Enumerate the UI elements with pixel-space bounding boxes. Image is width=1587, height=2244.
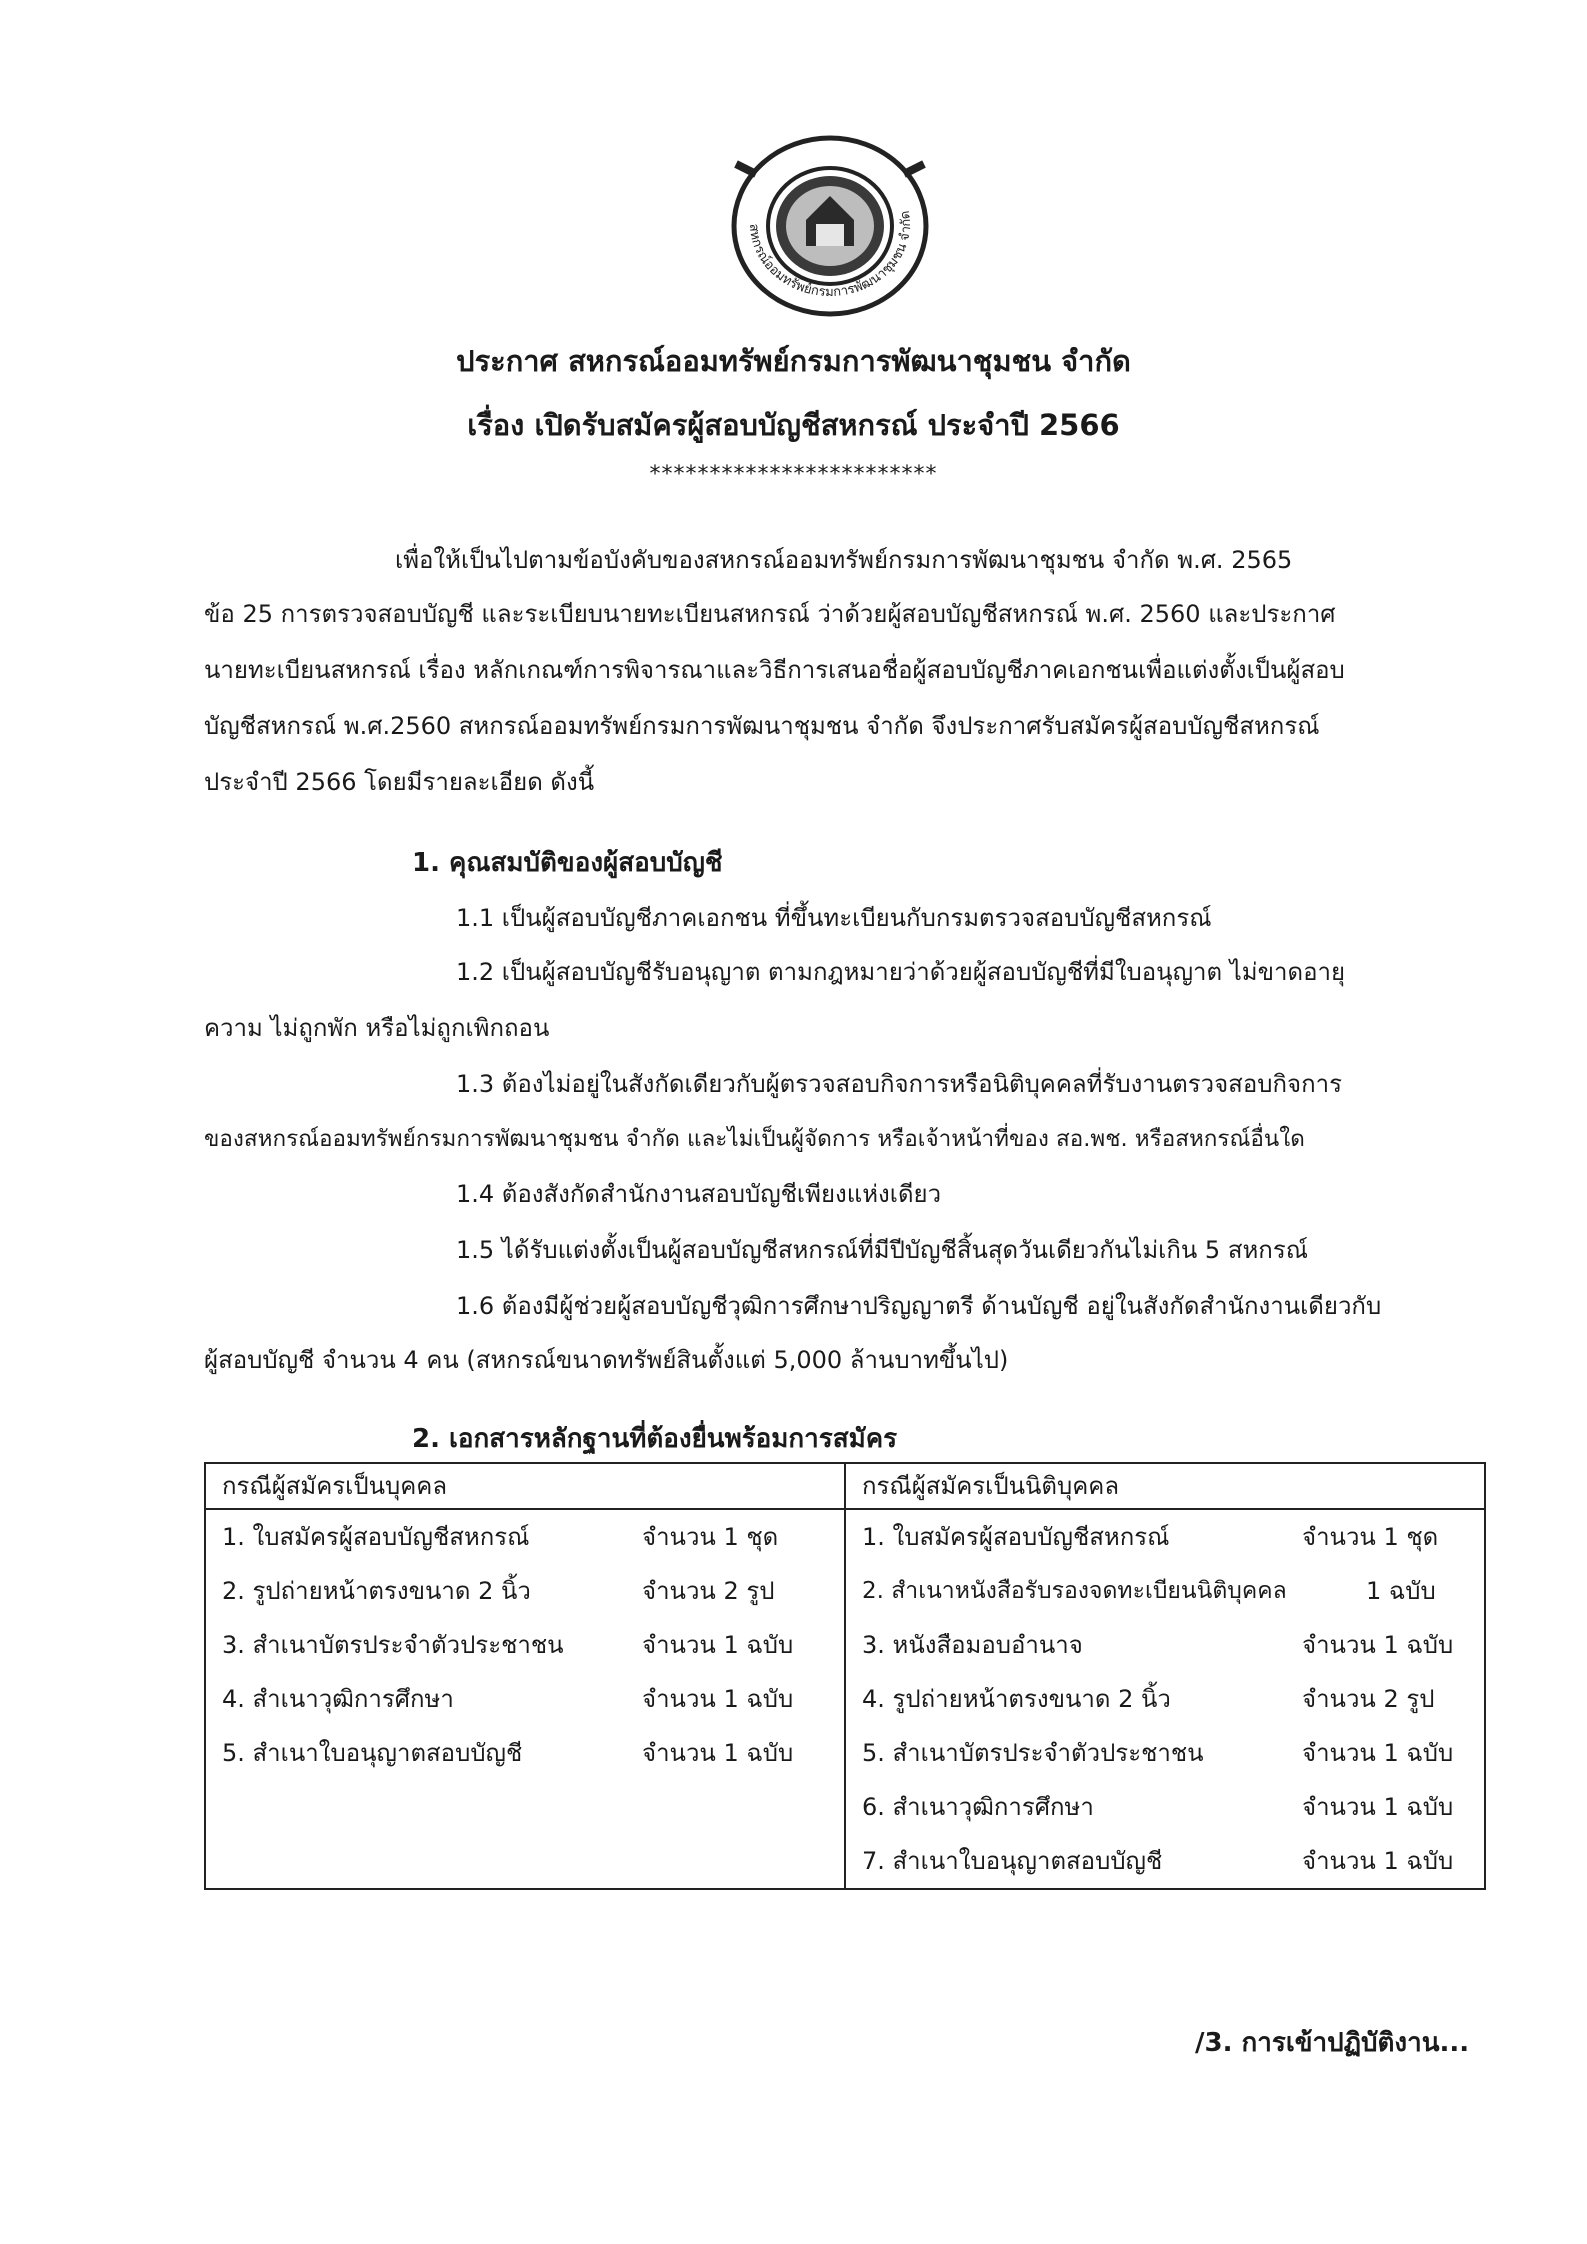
section-1-heading: 1. คุณสมบัติของผู้สอบบัญชี	[412, 848, 723, 878]
qualification-line: 1.1 เป็นผู้สอบบัญชีภาคเอกชน ที่ขึ้นทะเบียนกับกรมตรวจสอบบัญชีสหกรณ์	[456, 904, 1212, 932]
list-item: 7. สำเนาใบอนุญาตสอบบัญชี จำนวน 1 ฉบับ	[862, 1847, 1454, 1875]
title-divider: ************************	[649, 462, 938, 487]
intro-line: นายทะเบียนสหกรณ์ เรื่อง หลักเกณฑ์การพิจารณาและวิธีการเสนอชื่อผู้สอบบัญชีภาคเอกชนเพื่อแต่งตั้งเป็นผู้สอบ	[204, 656, 1345, 684]
individual-header: กรณีผู้สมัครเป็นบุคคล	[206, 1464, 844, 1510]
announcement-subtitle: เรื่อง เปิดรับสมัครผู้สอบบัญชีสหกรณ์ ประจำปี 2566	[467, 408, 1120, 442]
intro-line: ประจำปี 2566 โดยมีรายละเอียด ดังนี้	[204, 768, 595, 796]
intro-line: เพื่อให้เป็นไปตามข้อบังคับของสหกรณ์ออมทรัพย์กรมการพัฒนาชุมชน จำกัด พ.ศ. 2565	[395, 546, 1293, 574]
documents-table	[204, 1462, 1486, 1890]
list-item: 4. สำเนาวุฒิการศึกษา จำนวน 1 ฉบับ	[222, 1685, 794, 1713]
list-item: 1. ใบสมัครผู้สอบบัญชีสหกรณ์ จำนวน 1 ชุด	[862, 1523, 1439, 1551]
qualification-line: 1.2 เป็นผู้สอบบัญชีรับอนุญาต ตามกฎหมายว่าด้วยผู้สอบบัญชีที่มีใบอนุญาต ไม่ขาดอายุ	[456, 958, 1346, 986]
individual-column	[205, 1463, 845, 1889]
intro-line: บัญชีสหกรณ์ พ.ศ.2560 สหกรณ์ออมทรัพย์กรมการพัฒนาชุมชน จำกัด จึงประกาศรับสมัครผู้สอบบัญชีสหกรณ์	[204, 712, 1320, 740]
qualification-line: 1.6 ต้องมีผู้ช่วยผู้สอบบัญชีวุฒิการศึกษาปริญญาตรี ด้านบัญชี อยู่ในสังกัดสำนักงานเดียวกับ	[456, 1292, 1382, 1320]
qualification-line: ผู้สอบบัญชี จำนวน 4 คน (สหกรณ์ขนาดทรัพย์สินตั้งแต่ 5,000 ล้านบาทขึ้นไป)	[204, 1346, 1009, 1374]
qualification-line: 1.5 ได้รับแต่งตั้งเป็นผู้สอบบัญชีสหกรณ์ที่มีปีบัญชีสิ้นสุดวันเดียวกันไม่เกิน 5 สหกรณ์	[456, 1236, 1308, 1264]
list-item: 3. หนังสือมอบอำนาจ จำนวน 1 ฉบับ	[862, 1631, 1454, 1659]
list-item: 6. สำเนาวุฒิการศึกษา จำนวน 1 ฉบับ	[862, 1793, 1454, 1821]
intro-line: ข้อ 25 การตรวจสอบบัญชี และระเบียบนายทะเบียนสหกรณ์ ว่าด้วยผู้สอบบัญชีสหกรณ์ พ.ศ. 2560 และประกาศ	[204, 600, 1336, 628]
list-item: 2. รูปถ่ายหน้าตรงขนาด 2 นิ้ว จำนวน 2 รูป	[222, 1577, 775, 1605]
announcement-title: ประกาศ สหกรณ์ออมทรัพย์กรมการพัฒนาชุมชน จำกัด	[456, 344, 1131, 378]
continued-on-next-page: /3. การเข้าปฏิบัติงาน...	[1195, 2028, 1470, 2058]
list-item: 5. สำเนาใบอนุญาตสอบบัญชี จำนวน 1 ฉบับ	[222, 1739, 794, 1767]
juristic-header: กรณีผู้สมัครเป็นนิติบุคคล	[846, 1464, 1484, 1510]
list-item: 1. ใบสมัครผู้สอบบัญชีสหกรณ์ จำนวน 1 ชุด	[222, 1523, 779, 1551]
logo-ring-text: สหกรณ์ออมทรัพย์กรมการพัฒนาชุมชน จำกัด	[745, 209, 915, 301]
qualification-line: ความ ไม่ถูกพัก หรือไม่ถูกเพิกถอน	[204, 1014, 550, 1042]
cooperative-logo	[712, 128, 948, 338]
qualification-line: ของสหกรณ์ออมทรัพย์กรมการพัฒนาชุมชน จำกัด และไม่เป็นผู้จัดการ หรือเจ้าหน้าที่ของ สอ.พช. หรือสหกรณ์อื่นใด	[204, 1126, 1305, 1152]
list-item: 4. รูปถ่ายหน้าตรงขนาด 2 นิ้ว จำนวน 2 รูป	[862, 1685, 1435, 1713]
juristic-column	[845, 1463, 1485, 1889]
qualification-line: 1.4 ต้องสังกัดสำนักงานสอบบัญชีเพียงแห่งเดียว	[456, 1180, 942, 1208]
qualification-line: 1.3 ต้องไม่อยู่ในสังกัดเดียวกับผู้ตรวจสอบกิจการหรือนิติบุคคลที่รับงานตรวจสอบกิจการ	[456, 1070, 1342, 1098]
list-item: 5. สำเนาบัตรประจำตัวประชาชน จำนวน 1 ฉบับ	[862, 1739, 1454, 1767]
list-item: 3. สำเนาบัตรประจำตัวประชาชน จำนวน 1 ฉบับ	[222, 1631, 794, 1659]
list-item: 2. สำเนาหนังสือรับรองจดทะเบียนนิติบุคคล 1 ฉบับ	[862, 1577, 1436, 1605]
section-2-heading: 2. เอกสารหลักฐานที่ต้องยื่นพร้อมการสมัคร	[412, 1424, 898, 1454]
